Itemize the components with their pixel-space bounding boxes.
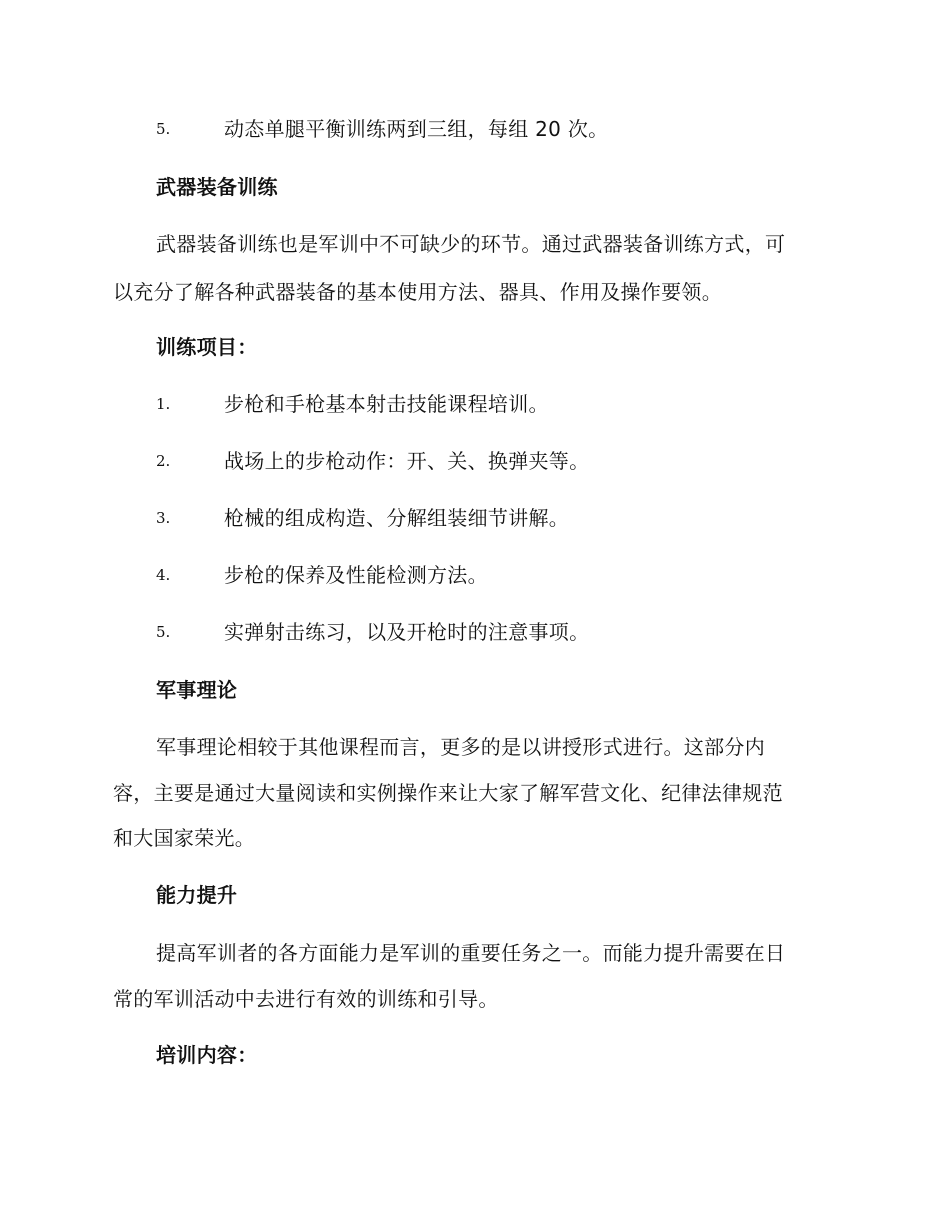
paragraph-weapons-line-2: 以充分了解各种武器装备的基本使用方法、器具、作用及操作要领。 — [113, 280, 722, 304]
paragraph-ability-line-1: 提高军训者的各方面能力是军训的重要任务之一。而能力提升需要在日 — [156, 941, 786, 965]
paragraph-weapons-line-1: 武器装备训练也是军训中不可缺少的环节。通过武器装备训练方式，可 — [156, 232, 786, 256]
paragraph-theory-line-2: 容，主要是通过大量阅读和实例操作来让大家了解军营文化、纪律法律规范 — [113, 781, 783, 805]
list-item-text: 动态单腿平衡训练两到三组，每组 20 次。 — [224, 117, 609, 141]
paragraph-theory-line-1: 军事理论相较于其他课程而言，更多的是以讲授形式进行。这部分内 — [156, 735, 765, 759]
section-heading-weapons: 武器装备训练 — [156, 175, 278, 199]
list-item-text: 实弹射击练习，以及开枪时的注意事项。 — [224, 620, 590, 644]
paragraph-theory-line-3: 和大国家荣光。 — [113, 826, 256, 850]
list-item-number: 3. — [156, 509, 171, 527]
subheading-training-content: 培训内容： — [156, 1043, 258, 1067]
list-item-number: 5. — [156, 623, 171, 641]
list-item-text: 步枪的保养及性能检测方法。 — [224, 563, 488, 587]
list-item-number: 4. — [156, 566, 171, 584]
list-item-text: 战场上的步枪动作：开、关、换弹夹等。 — [224, 449, 590, 473]
section-heading-theory: 军事理论 — [156, 678, 238, 702]
list-item-number: 2. — [156, 452, 171, 470]
list-item-text: 步枪和手枪基本射击技能课程培训。 — [224, 392, 549, 416]
list-item-number: 1. — [156, 395, 171, 413]
list-item-text: 枪械的组成构造、分解组装细节讲解。 — [224, 506, 570, 530]
paragraph-ability-line-2: 常的军训活动中去进行有效的训练和引导。 — [113, 987, 499, 1011]
list-item-number: 5. — [156, 120, 171, 138]
section-heading-ability: 能力提升 — [156, 883, 238, 907]
subheading-training-items: 训练项目： — [156, 335, 258, 359]
